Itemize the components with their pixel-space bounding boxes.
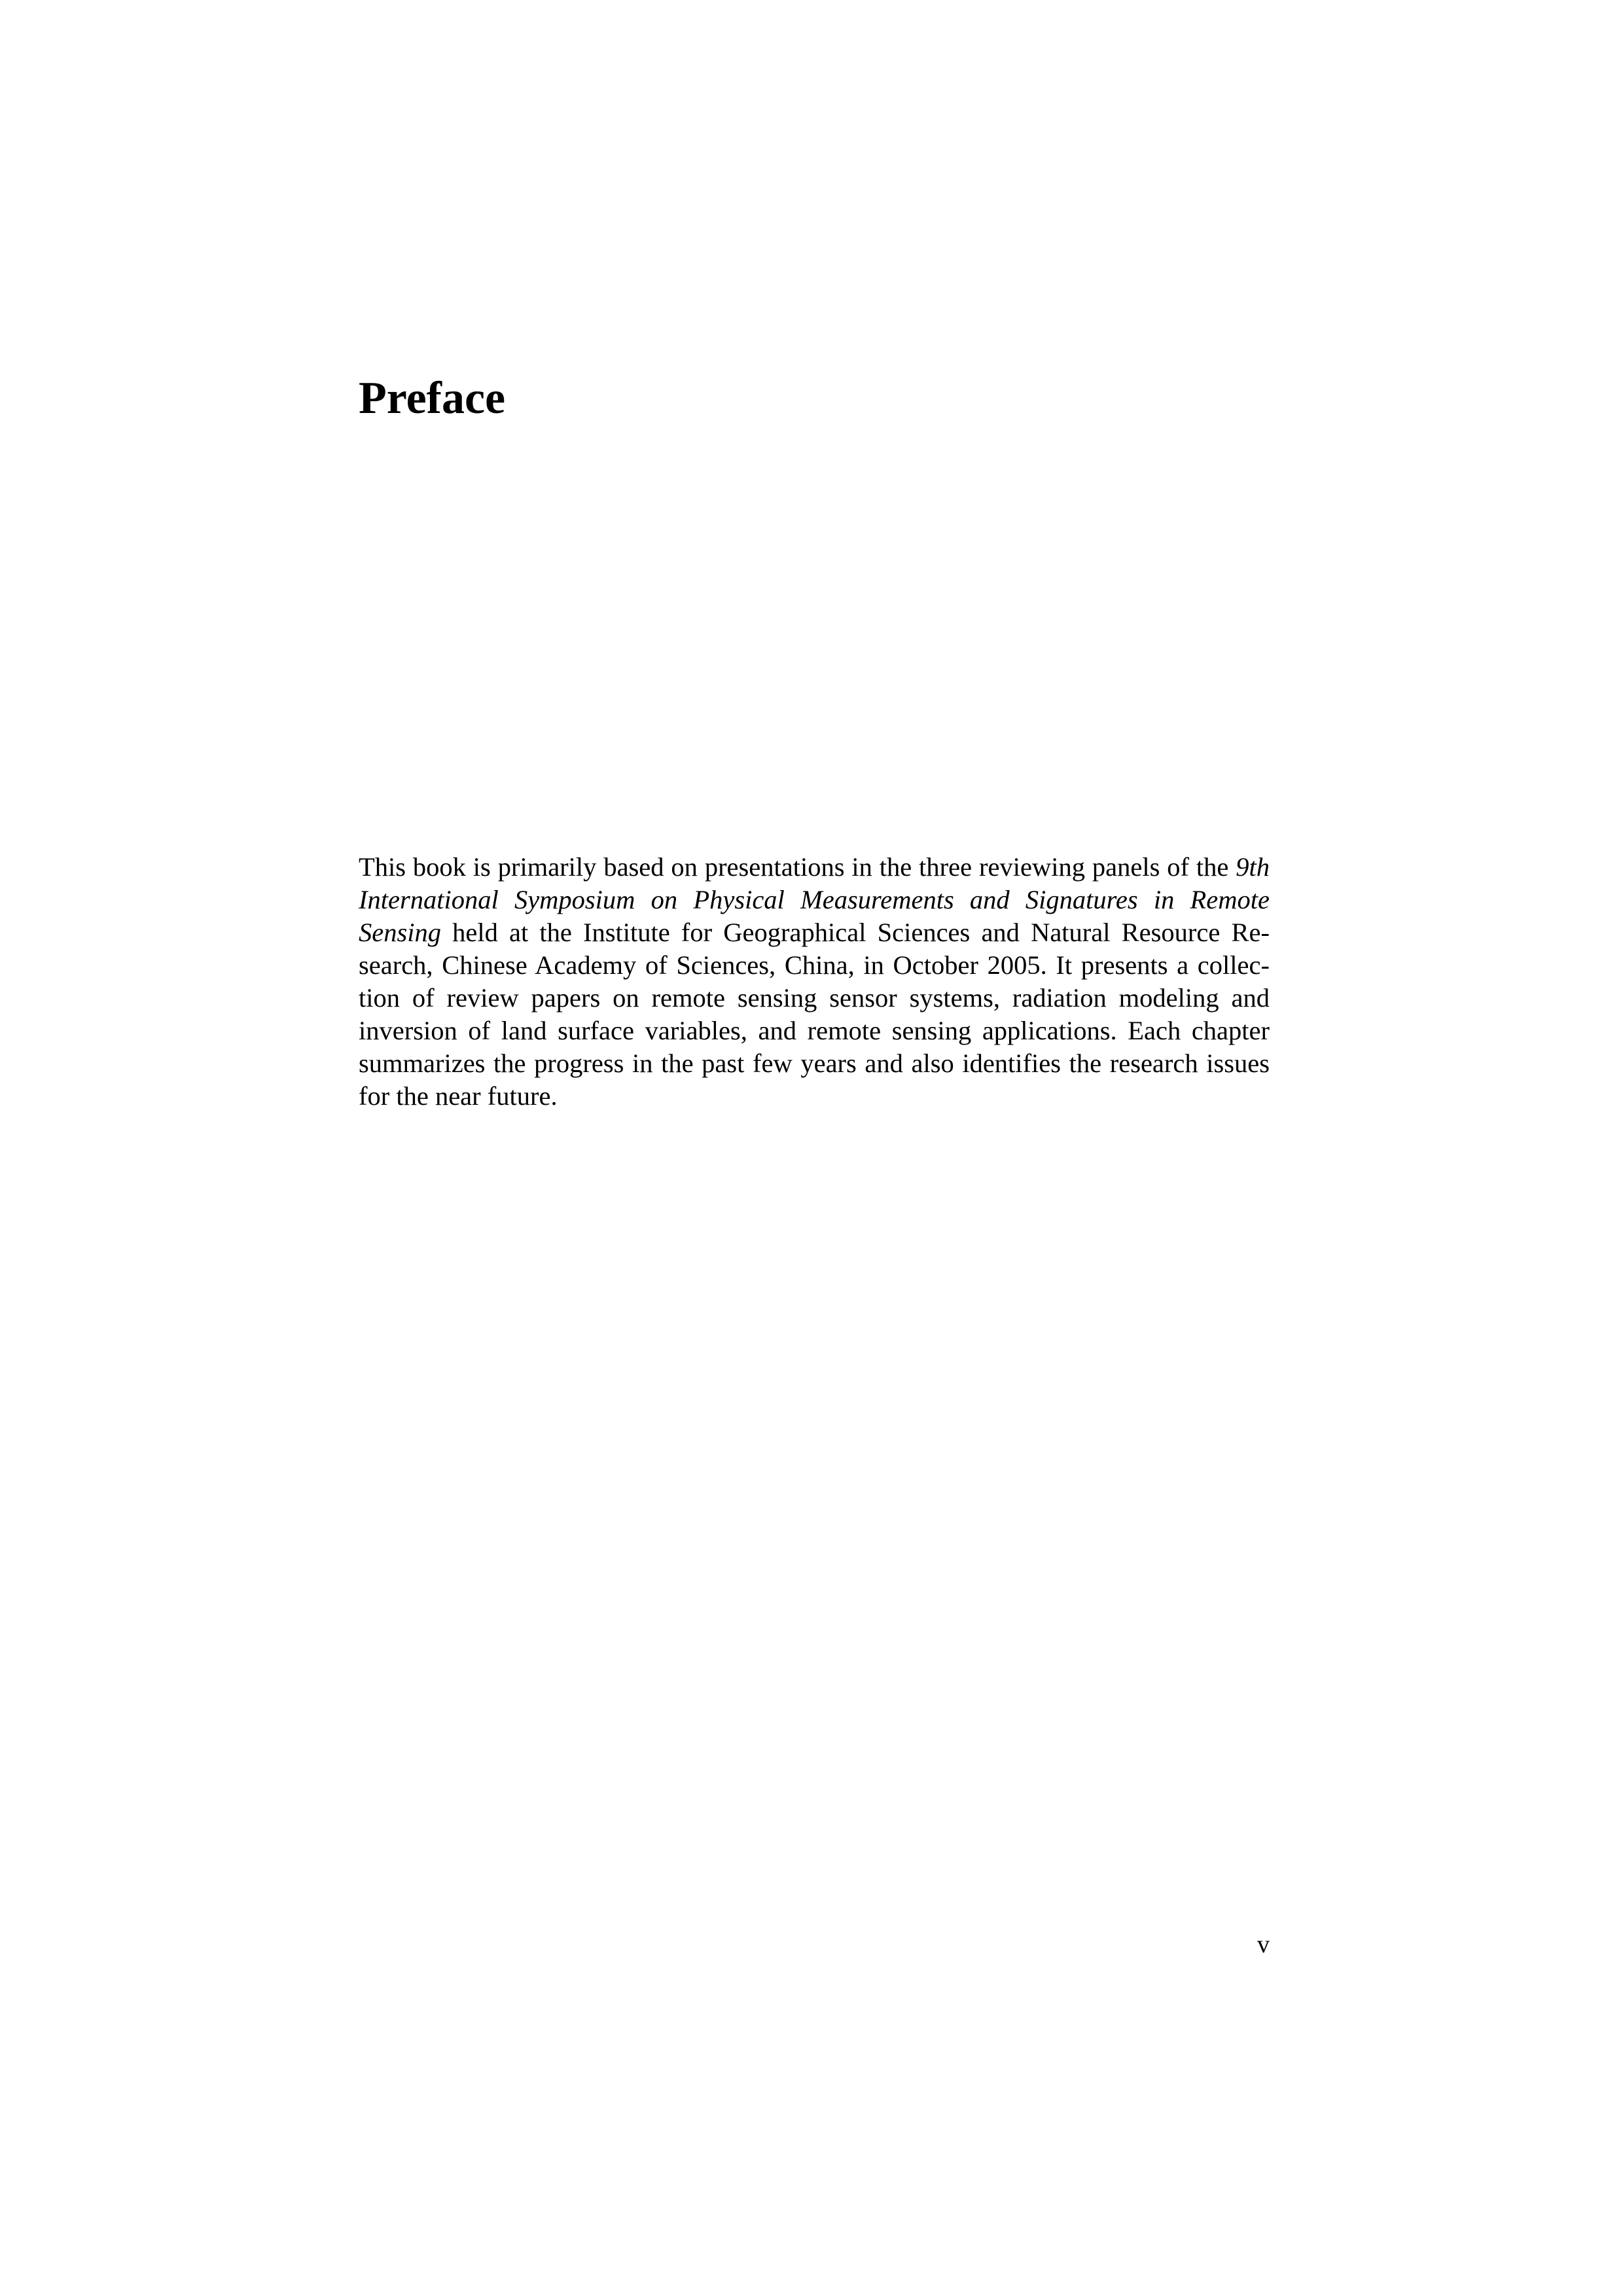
page-title: Preface: [359, 373, 506, 423]
preface-paragraph: [359, 851, 1270, 1113]
symposium-name: 9th International Symposium on Physical Measurements and Signatures in Remote Sensing: [359, 852, 1270, 947]
page-number: v: [1257, 1931, 1270, 1958]
paragraph-text-body: held at the Institute for Geographical Sciences and Natural Resource Research, Chinese Academy of Sciences, China, in October 2005. It presents a collection of review papers on remote sensing sensor systems, radiation modeling and inversion of land surface variables, and remote sensing applications. Each chapter summarizes the progress in the past few years and also identifies the research issues for the near future.: [359, 918, 1270, 1111]
paragraph-text-intro: This book is primarily based on presentations in the three reviewing panels of the: [359, 852, 1236, 882]
